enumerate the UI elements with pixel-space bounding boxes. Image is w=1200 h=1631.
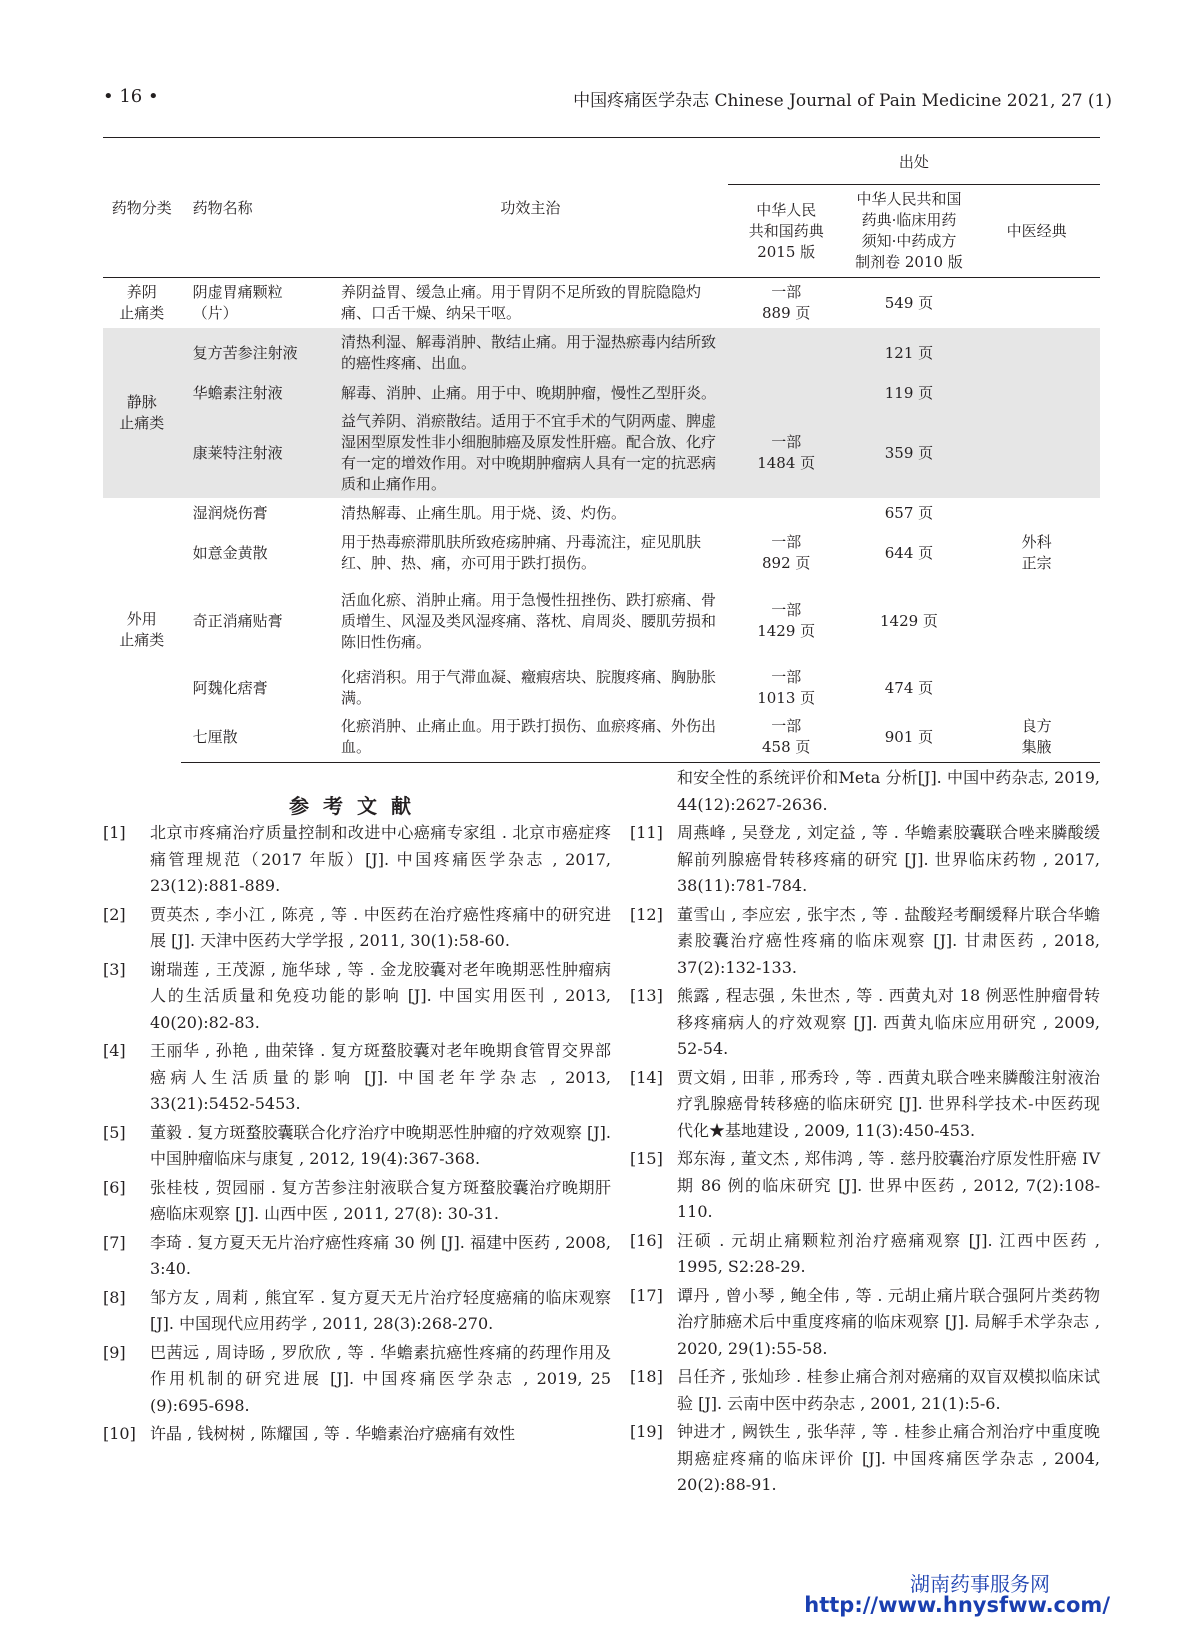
drug-name-cell: 七厘散 — [181, 712, 331, 763]
source-clinical-cell: 359 页 — [845, 408, 974, 498]
source-clinical-cell: 901 页 — [845, 712, 974, 763]
effect-cell: 益气养阴、消瘀散结。适用于不宜手术的气阴两虚、脾虚湿困型原发性非小细胞肺癌及原发性肝癌。配合放、化疗有一定的增效作用。对中晚期肿瘤病人具有一定的抗恶病质和止痛作用。 — [331, 408, 728, 498]
reference-item — [103, 1285, 611, 1338]
reference-number: [9] — [103, 1342, 126, 1362]
reference-text: 吕任齐 , 张灿珍 . 桂参止痛合剂对癌痛的双盲双模拟临床试验 [J]. 云南中医中药杂志 , 2001, 21(1):5-6. — [677, 1367, 1100, 1413]
drug-name-cell: 阴虚胃痛颗粒 （片） — [192, 283, 283, 322]
reference-text: 贾文娟 , 田菲 , 邢秀玲 , 等 . 西黄丸联合唑来膦酸注射液治疗乳腺癌骨转移癌的临床研究 [J]. 世界科学技术-中医药现代化★基地建设 , 2009, 11(3):450-453. — [677, 1067, 1100, 1140]
source-classic-cell: 外科 正宗 — [1021, 533, 1052, 572]
reference-number: [2] — [103, 904, 126, 924]
drug-name-cell: 康莱特注射液 — [181, 408, 331, 498]
header-category: 药物分类 — [103, 140, 181, 278]
reference-text: 郑东海 , 董文杰 , 郑伟鸿 , 等 . 慈丹胶囊治疗原发性肝癌 IV 期 86 例的临床研究 [J]. 世界中医药 , 2012, 7(2):108-110. — [677, 1149, 1100, 1221]
reference-item — [103, 1230, 611, 1283]
source-clinical-cell: 121 页 — [845, 328, 974, 378]
effect-cell: 解毒、消肿、止痛。用于中、晚期肿瘤，慢性乙型肝炎。 — [331, 378, 728, 408]
table-top-rule — [103, 137, 1100, 138]
reference-text: 巴茜远 , 周诗旸 , 罗欣欣 , 等 . 华蟾素抗癌性疼痛的药理作用及作用机制的研究进展 [J]. 中国疼痛医学杂志 , 2019, 25 (9):695-698. — [150, 1342, 611, 1415]
table-row — [103, 408, 1100, 498]
header-source: 出处 — [728, 140, 1100, 185]
table-row — [103, 278, 1100, 329]
effect-cell: 化痞消积。用于气滞血凝、癥瘕痞块、脘腹疼痛、胸胁胀满。 — [341, 668, 717, 707]
table-row — [103, 378, 1100, 408]
reference-text: 董雪山 , 李应宏 , 张宇杰 , 等 . 盐酸羟考酮缓释片联合华蟾素胶囊治疗癌性疼痛的临床观察 [J]. 甘肃医药 , 2018, 37(2):132-133. — [677, 904, 1100, 977]
reference-item — [630, 902, 1100, 982]
source-classic-cell — [973, 498, 1100, 528]
reference-text: 李琦 . 复方夏天无片治疗癌性疼痛 30 例 [J]. 福建中医药 , 2008, 3:40. — [150, 1232, 612, 1278]
drug-name-cell: 复方苦参注射液 — [181, 328, 331, 378]
source-pharmacopoeia-cell: 一部 458 页 — [728, 712, 845, 763]
source-clinical-cell: 644 页 — [884, 543, 934, 562]
reference-number: [14] — [630, 1067, 663, 1087]
reference-number: [15] — [630, 1149, 663, 1168]
page-number: • 16 • — [103, 86, 159, 107]
table-row — [103, 528, 1100, 578]
reference-text: 谭丹 , 曾小琴 , 鲍全伟 , 等 . 元胡止痛片联合强阿片类药物治疗肺癌术后中重度疼痛的临床观察 [J]. 局解手术学杂志 , 2020, 29(1):55-58. — [677, 1285, 1100, 1358]
reference-text: 许晶 , 钱树树 , 陈耀国 , 等 . 华蟾素治疗癌痛有效性 — [150, 1424, 516, 1443]
header-name: 药物名称 — [181, 140, 331, 278]
watermark-url[interactable]: http://www.hnysfww.com/ — [804, 1593, 1110, 1617]
source-clinical-cell: 474 页 — [884, 678, 934, 697]
reference-text: 董毅 . 复方斑蝥胶囊联合化疗治疗中晚期恶性肿瘤的疗效观察 [J]. 中国肿瘤临床与康复 , 2012, 19(4):367-368. — [150, 1122, 611, 1168]
reference-item — [630, 1283, 1100, 1363]
reference-10-continuation: 和安全性的系统评价和Meta 分析[J]. 中国中药杂志, 2019, 44(12):2627-2636. — [677, 768, 1100, 814]
references-title: 参考文献 — [289, 794, 425, 818]
source-pharmacopoeia-cell: 一部 892 页 — [761, 533, 811, 572]
journal-running-header: 中国疼痛医学杂志 Chinese Journal of Pain Medicine 2021, 27 (1) — [573, 91, 1112, 111]
reference-number: [17] — [630, 1285, 663, 1305]
table-row — [103, 712, 1100, 763]
reference-item — [103, 1038, 611, 1118]
drug-table — [103, 140, 1100, 763]
reference-number: [10] — [103, 1424, 136, 1443]
reference-item — [103, 902, 611, 955]
source-pharmacopoeia-cell — [728, 328, 845, 378]
source-clinical-cell: 119 页 — [845, 378, 974, 408]
reference-item — [630, 1419, 1100, 1499]
reference-item — [630, 983, 1100, 1063]
table-row — [103, 328, 1100, 378]
category-cell: 外用 止痛类 — [119, 610, 165, 650]
reference-number: [19] — [630, 1422, 663, 1441]
source-classic-cell — [973, 278, 1100, 329]
source-classic-cell — [973, 408, 1100, 498]
source-pharmacopoeia-cell — [728, 378, 845, 408]
reference-text: 熊露 , 程志强 , 朱世杰 , 等 . 西黄丸对 18 例恶性肿瘤骨转移疼痛病人的疗效观察 [J]. 西黄丸临床应用研究 , 2009, 52-54. — [677, 986, 1100, 1058]
reference-text: 谢瑞莲 , 王茂源 , 施华球 , 等 . 金龙胶囊对老年晚期恶性肿瘤病人的生活质量和免疫功能的影响 [J]. 中国实用医刊 , 2013, 40(20):82-83. — [150, 959, 611, 1032]
drug-name-cell: 湿润烧伤膏 — [192, 503, 268, 522]
reference-number: [7] — [103, 1232, 126, 1252]
effect-cell: 用于热毒瘀滞肌肤所致疮疡肿痛、丹毒流注，症见肌肤红、肿、热、痛，亦可用于跌打损伤。 — [341, 533, 702, 572]
drug-name-cell: 奇正消痛贴膏 — [192, 611, 283, 630]
reference-text: 汪硕 . 元胡止痛颗粒剂治疗癌痛观察 [J]. 江西中医药 , 1995, S2:28-29. — [677, 1230, 1100, 1276]
reference-item — [103, 1120, 611, 1173]
reference-item — [630, 1364, 1100, 1417]
reference-text: 张桂枝 , 贺园丽 . 复方苦参注射液联合复方斑蝥胶囊治疗晚期肝癌临床观察 [J]. 山西中医 , 2011, 27(8): 30-31. — [150, 1177, 611, 1223]
reference-item — [630, 1146, 1100, 1226]
reference-item — [630, 1228, 1100, 1281]
effect-cell: 养阴益胃、缓急止痛。用于胃阴不足所致的胃脘隐隐灼痛、口舌干燥、纳呆干呕。 — [341, 283, 702, 322]
reference-number: [5] — [103, 1122, 126, 1142]
header-src1: 中华人民 共和国药典 2015 版 — [728, 185, 845, 278]
source-pharmacopoeia-cell: 一部 1484 页 — [728, 408, 845, 498]
source-classic-cell: 良方 集腋 — [973, 712, 1100, 763]
header-src2: 中华人民共和国 药典·临床用药 须知·中药成方 制剂卷 2010 版 — [845, 185, 974, 278]
effect-cell: 活血化瘀、消肿止痛。用于急慢性扭挫伤、跌打瘀痛、骨质增生、风湿及类风湿疼痛、落枕、肩周炎、腰肌劳损和陈旧性伤痛。 — [341, 590, 717, 651]
header-effect: 功效主治 — [331, 140, 728, 278]
reference-number: [13] — [630, 986, 663, 1005]
source-clinical-cell: 657 页 — [884, 503, 934, 522]
reference-text: 贾英杰 , 李小江 , 陈亮 , 等 . 中医药在治疗癌性疼痛中的研究进展 [J]. 天津中医药大学学报 , 2011, 30(1):58-60. — [150, 904, 611, 950]
effect-cell: 清热解毒、止痛生肌。用于烧、烫、灼伤。 — [341, 503, 627, 522]
drug-name-cell: 如意金黄散 — [192, 543, 268, 562]
source-clinical-cell: 549 页 — [884, 293, 934, 312]
source-classic-cell — [973, 328, 1100, 378]
watermark-site-name: 湖南药事服务网 — [910, 1572, 1050, 1596]
reference-text: 钟进才 , 阙铁生 , 张华萍 , 等 . 桂参止痛合剂治疗中重度晚期癌症疼痛的临床评价 [J]. 中国疼痛医学杂志 , 2004, 20(2):88-91. — [677, 1422, 1100, 1494]
reference-number: [1] — [103, 823, 126, 842]
category-cell: 养阴 止痛类 — [119, 283, 165, 322]
reference-item — [103, 1175, 611, 1228]
reference-text: 周燕峰 , 吴登龙 , 刘定益 , 等 . 华蟾素胶囊联合唑来膦酸缓解前列腺癌骨转移疼痛的研究 [J]. 世界临床药物 , 2017, 38(11):781-784. — [677, 823, 1100, 895]
reference-item — [103, 820, 611, 900]
reference-text: 邹方友 , 周莉 , 熊宜军 . 复方夏天无片治疗轻度癌痛的临床观察 [J]. 中国现代应用药学 , 2011, 28(3):268-270. — [150, 1287, 611, 1333]
reference-number: [8] — [103, 1287, 126, 1307]
reference-number: [3] — [103, 959, 126, 979]
reference-item — [103, 1340, 611, 1420]
reference-item — [103, 1421, 611, 1448]
source-pharmacopoeia-cell: 一部 1429 页 — [757, 601, 816, 640]
source-pharmacopoeia-cell: 一部 889 页 — [761, 283, 811, 322]
source-pharmacopoeia-cell — [728, 498, 845, 528]
reference-number: [18] — [630, 1367, 663, 1386]
reference-number: [11] — [630, 823, 663, 842]
reference-number: [16] — [630, 1230, 663, 1250]
source-pharmacopoeia-cell: 一部 1013 页 — [757, 668, 816, 707]
reference-item — [103, 957, 611, 1037]
drug-name-cell: 华蟾素注射液 — [181, 378, 331, 408]
header-src3: 中医经典 — [973, 185, 1100, 278]
reference-text: 北京市疼痛治疗质量控制和改进中心癌痛专家组 . 北京市癌症疼痛管理规范（2017 年版）[J]. 中国疼痛医学杂志 , 2017, 23(12):881-889. — [150, 823, 611, 895]
reference-item — [630, 820, 1100, 900]
source-classic-cell — [973, 378, 1100, 408]
category-cell: 静脉 止痛类 — [103, 328, 181, 498]
table-row — [103, 578, 1100, 664]
table-row — [103, 498, 1100, 528]
references-right-column — [630, 765, 1100, 1501]
reference-item — [630, 1065, 1100, 1145]
reference-number: [6] — [103, 1177, 126, 1197]
references-left-column — [103, 820, 611, 1450]
drug-name-cell: 阿魏化痞膏 — [192, 678, 268, 697]
effect-cell: 清热利湿、解毒消肿、散结止痛。用于湿热瘀毒内结所致的癌性疼痛、出血。 — [331, 328, 728, 378]
source-clinical-cell: 1429 页 — [879, 611, 938, 630]
reference-text: 王丽华 , 孙艳 , 曲荣锋 . 复方斑蝥胶囊对老年晚期食管胃交界部癌病人生活质量的影响 [J]. 中国老年学杂志 , 2013, 33(21):5452-5453. — [150, 1041, 611, 1113]
reference-number: [4] — [103, 1041, 126, 1060]
source-classic-cell — [973, 664, 1100, 712]
source-classic-cell — [973, 578, 1100, 664]
reference-number: [12] — [630, 904, 663, 924]
effect-cell: 化瘀消肿、止痛止血。用于跌打损伤、血瘀疼痛、外伤出血。 — [331, 712, 728, 763]
table-row — [103, 664, 1100, 712]
